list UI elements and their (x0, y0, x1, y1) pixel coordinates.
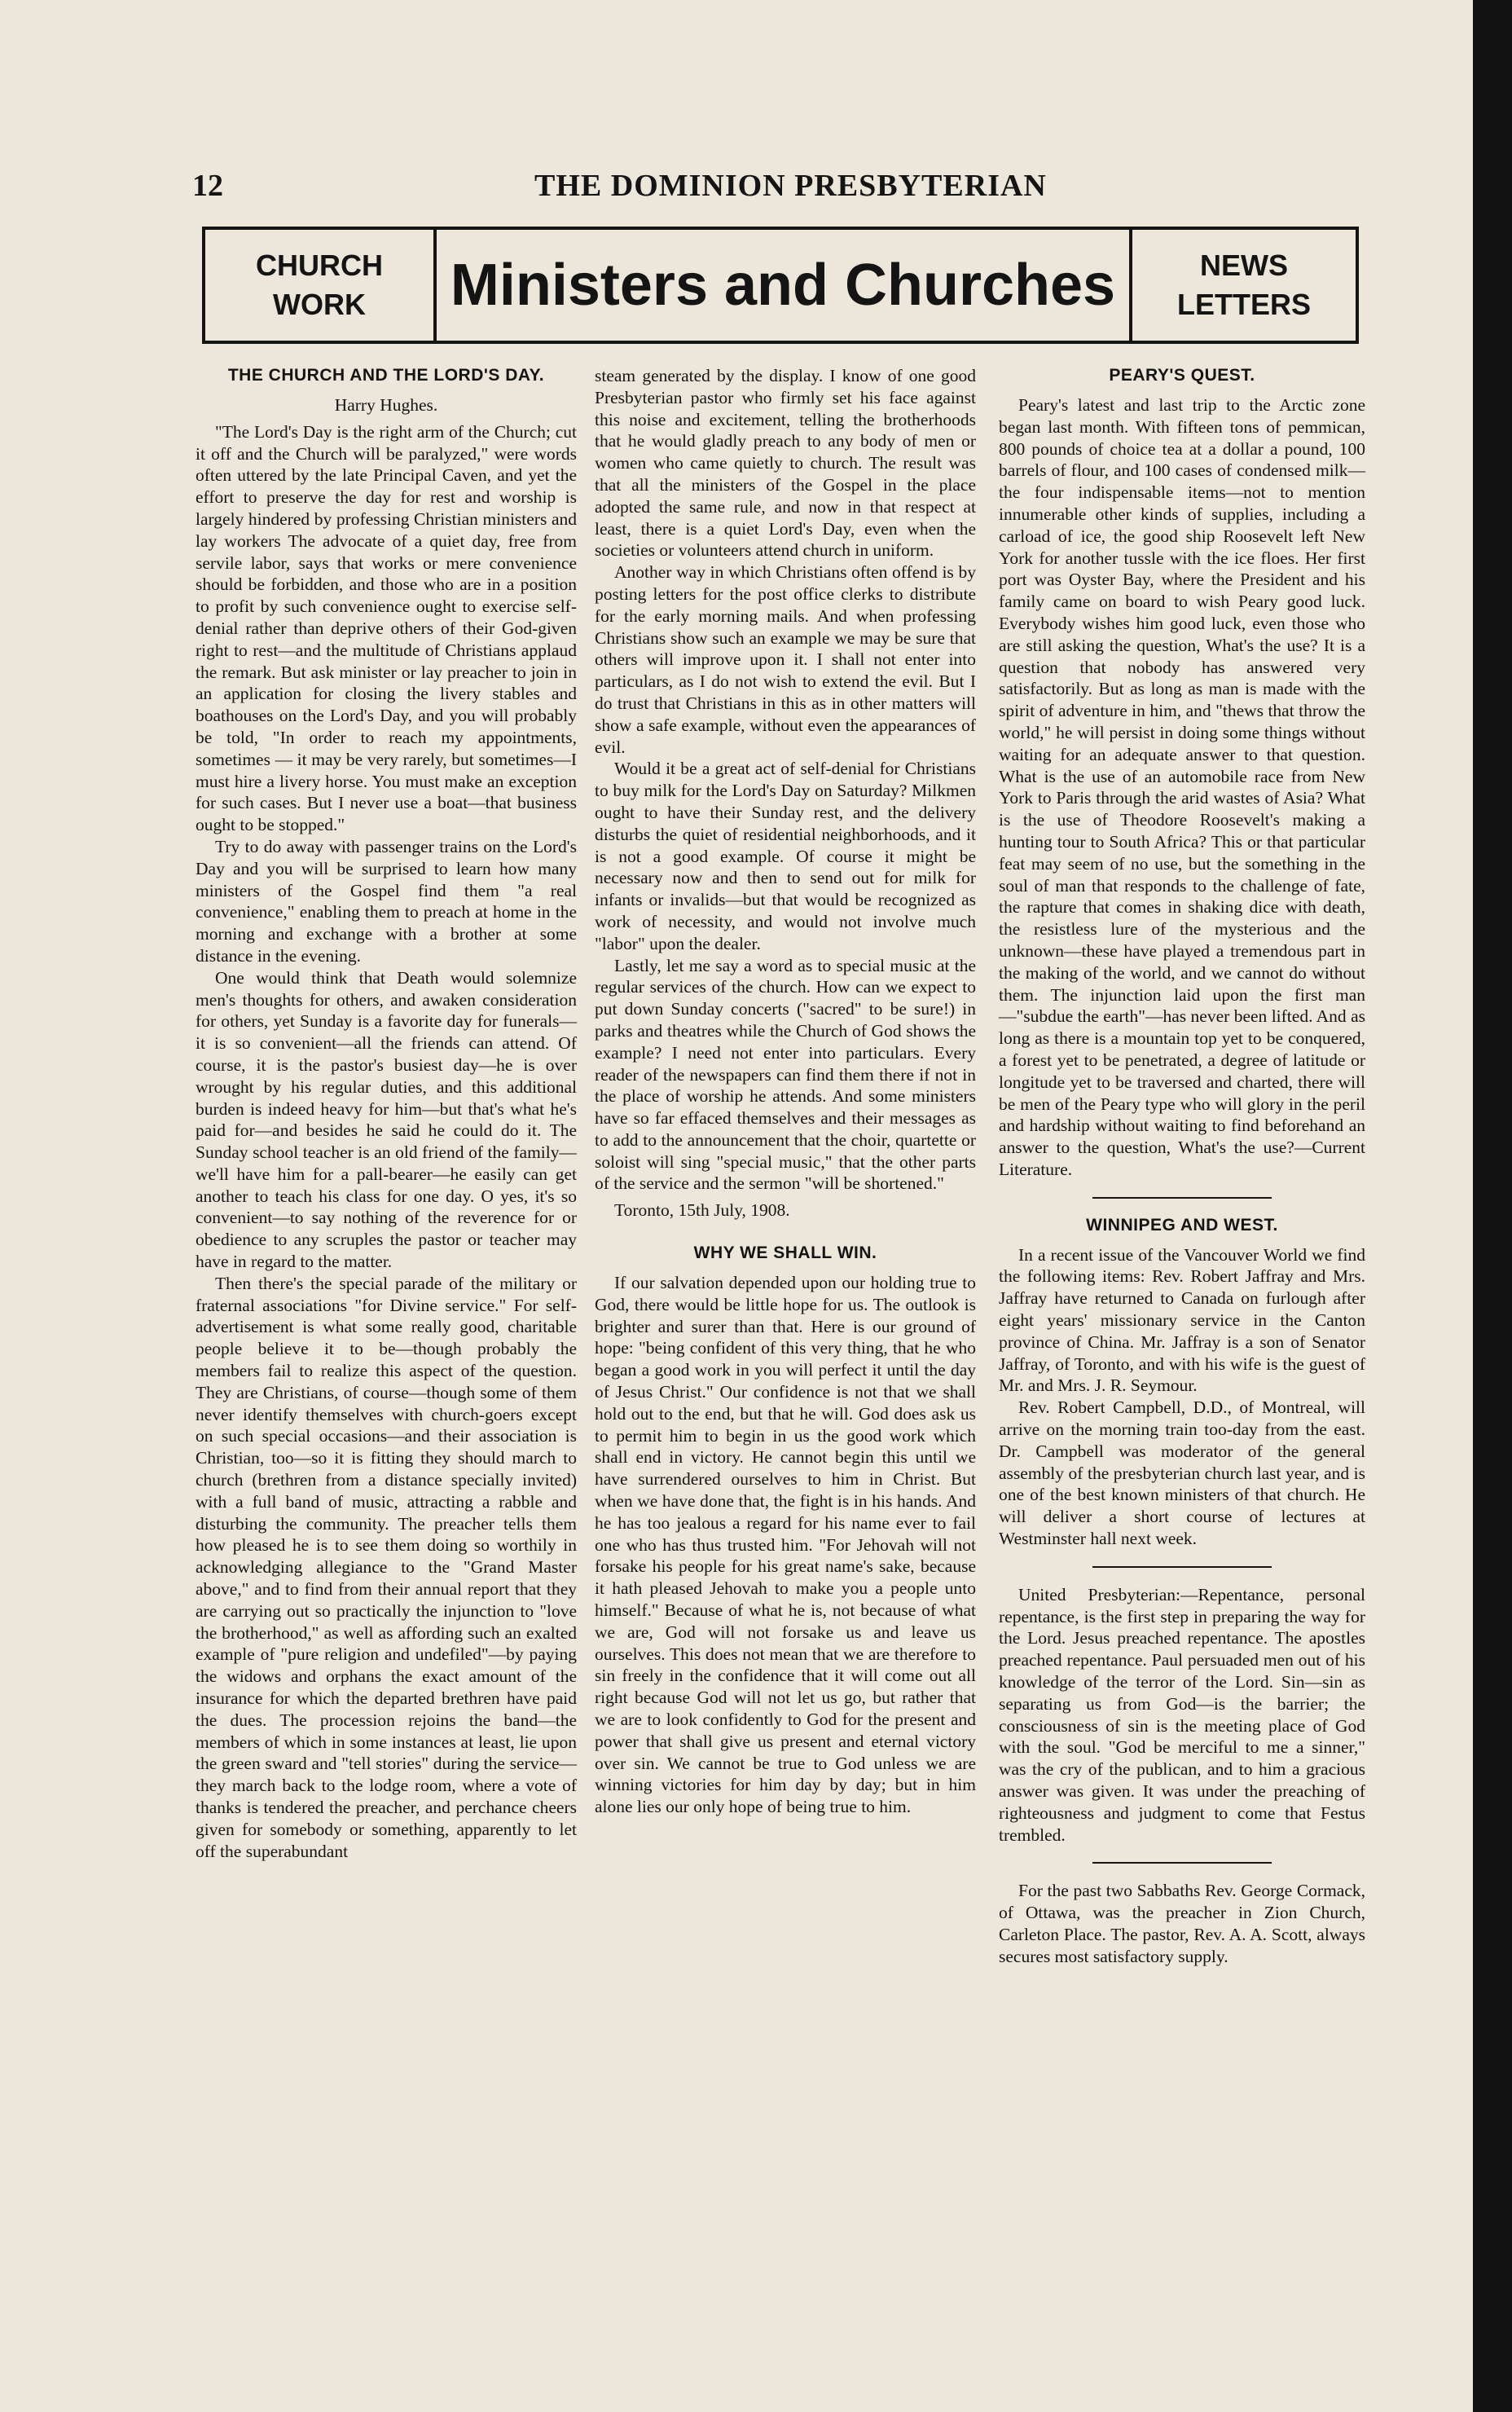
banner-left-box (205, 230, 437, 341)
article-paragraph: United Presbyterian:—Repentance, personal repentance, is the first step in preparing the way for the Lord. Jesus preached repentance. The apostles preached repentance. Paul persuaded men out of his knowledge of the terror of the Lord. Sin—sin as separating us from God—is the barrier; the consciousness of sin is the meeting place of God with the soul. "God be merciful to me a sinner," was the cry of the publican, and to him a gracious answer was given. It was under the preaching of righteousness and judgment to come that Festus trembled. (999, 1584, 1365, 1845)
article-paragraph: Try to do away with passenger trains on the Lord's Day and you will be surprised to learn how many ministers of the Gospel find them "a real convenience," enabling them to preach at home in the morning and exchange with a brother at some distance in the evening. (196, 836, 577, 966)
column-3 (999, 365, 1365, 1968)
article-paragraph: "The Lord's Day is the right arm of the Church; cut it off and the Church will be paralyzed," were words often uttered by the late Principal Caven, and yet the effort to preserve the day for rest and worship is largely hindered by professing Christian ministers and lay workers The advocate of a quiet day, free from servile labor, says that works or mere convenience should be forbidden, and those who are in a position to profit by such convenience ought to exercise self-denial rather than deprive others of their God-given right to rest—and the multitude of Christians applaud the remark. But ask minister or lay preacher to join in an application for closing the livery stables and boathouses on the Lord's Day, and you will probably be told, "In order to reach my appointments, sometimes — it may be very rarely, but sometimes—I must hire a livery horse. You must make an exception for such cases. But I never use a boat—that business ought to be stopped." (196, 421, 577, 835)
article-paragraph: One would think that Death would solemnize men's thoughts for others, and awaken consideration for others, yet Sunday is a favorite day for funerals—it is so convenient—all the friends can attend. Of course, it is the pastor's busiest day—he is over wrought by his regular duties, and this additional burden is indeed heavy for him—but that's what he's paid for—and besides he said he could do it. The Sunday school teacher is an old friend of the family—we'll have him for a pall-bearer—he easily can get another to teach his class for one day. O yes, it's so convenient—to say nothing of the reverence for or obedience to any scruples the pastor or teacher may have in regard to the matter. (196, 967, 577, 1272)
banner-right-line1: NEWS (1200, 249, 1288, 282)
section-divider (1092, 1197, 1272, 1199)
article-paragraph: If our salvation depended upon our holding true to God, there would be little hope for us. The outlook is brighter and surer than that. Here is our ground of hope: "being confident of this very thing, that he who began a good work in you will perfect it until the day of Jesus Christ." Our confidence is not that we shall hold out to the end, but that he will. God does ask us to permit him to begin in us the good work which shall end in victory. He cannot begin this until we have surrendered ourselves to him in Christ. But when we have done that, the fight is in his hands. And he has too jealous a regard for his name ever to fail one who has thus trusted him. "For Jehovah will not forsake his people for his great name's sake, because it hath pleased Jehovah to make you a people unto himself." Because of what he is, not because of what we are, God will not forsake us and leave us ourselves. This does not mean that we are therefore to sin freely in the confidence that it will come out all right because God will not let us go, but rather that we are to look confidently to God for the present and power that shall give us present and eternal victory over sin. We cannot be true to God unless we are winning victories for him day by day; but in him alone lies our only hope of being true to him. (595, 1273, 976, 1817)
article-paragraph: Then there's the special parade of the military or fraternal associations "for Divine service." For self-advertisement is what some really good, charitable people believe it to be—though probably the members fail to realize this aspect of the question. They are Christians, of course—though some of them never identify themselves with church-goers except on such special occasions—and their association is Christian, too—so it is fitting they should march to church (brethren from a distance specially invited) with a full band of music, attracting a rabble and disturbing the community. The preacher tells them how pleased he is to see them doing so worthily in acknowledging allegiance to the "Grand Master above," and to find from their annual report that they are carrying out so practically the injunction to "love the brotherhood," as well as affording such an exalted example of "pure religion and undefiled"—by paying the widows and orphans the exact amount of the insurance for which the departed brethren have paid the dues. The procession rejoins the band—the members of which in some instances at least, lie upon the green sward and "tell stories" during the service—they march back to the lodge room, where a vote of thanks is tendered the preacher, and perchance cheers given for somebody or something, apparently to let off the superabundant (196, 1273, 577, 1861)
article-dateline: Toronto, 15th July, 1908. (614, 1200, 790, 1221)
article-paragraph: Would it be a great act of self-denial for Christians to buy milk for the Lord's Day on Saturday? Milkmen ought to have their Sunday rest, and the delivery disturbs the quiet of residential neighborhoods, and it is not a good example. Of course it might be necessary now and then to send out for milk for infants or invalids—but that would be recognized as work of necessity, and would not involve much "labor" upon the dealer. (595, 759, 976, 953)
scan-edge (1473, 0, 1512, 2412)
article-byline: Harry Hughes. (334, 395, 438, 415)
article-paragraph: Another way in which Christians often offend is by posting letters for the post office clerks to distribute for the early morning mails. And when professing Christians show such an example we may be sure that others will improve upon it. I shall not enter into particulars, as I do not wish to extend the evil. But I do trust that Christians in this as in other matters will show a safe example, without even the appearances of evil. (595, 562, 976, 757)
banner-right-box (1129, 230, 1356, 341)
column-1 (196, 365, 577, 1862)
banner-right-line2: LETTERS (1176, 288, 1311, 321)
journal-title: THE DOMINION PRESBYTERIAN (534, 169, 1047, 203)
running-head (192, 168, 1365, 217)
article-heading-lords-day: THE CHURCH AND THE LORD'S DAY. (227, 366, 545, 385)
page-number: 12 (192, 169, 223, 203)
article-heading-winnipeg-west: WINNIPEG AND WEST. (1086, 1215, 1278, 1235)
banner-left-line1: CHURCH (256, 249, 383, 282)
banner-title-box (437, 230, 1129, 341)
article-paragraph: Peary's latest and last trip to the Arctic zone began last month. With fifteen tons of pemmican, 800 pounds of choice tea at a dollar a pound, 100 barrels of flour, and 100 cases of condensed milk—the four indispensable items—not to mention innumerable other kinds of supplies, including a carload of ice, the good ship Roosevelt left New York for another tussle with the ice floes. Her first port was Oyster Bay, where the President and his family came on board to wish Peary good luck. Everybody wishes him good luck, even those who are still asking the question, What's the use? It is a question that nobody has answered very satisfactorily. But as long as man is made with the spirit of adventure in him, and "thews that throw the world," he will persist in doing some things without waiting for an adequate answer to that question. What is the use of an automobile race from New York to Paris through the arid wastes of Asia? What is the use of Theodore Roosevelt's making a hunting tour to South Africa? This or that particular feat may seem of no use, but the something in the soul of man that responds to the challenge of fate, the rapture that comes in shaking dice with death, the resistless lure of the mysterious and the unknown—these have played a tremendous part in the making of the world, and we cannot do without them. The injunction laid upon the first man—"subdue the earth"—has never been lifted. And as long as there is a mountain top yet to be conquered, a forest yet to be penetrated, a degree of latitude or longitude yet to be traversed and charted, there will be men of the Peary type who will glory in the peril and hardship without waiting to find beforehand an answer to the question, What's the use?—Current Literature. (999, 395, 1365, 1179)
section-divider (1092, 1862, 1272, 1864)
article-paragraph-continued: steam generated by the display. I know of one good Presbyterian pastor who firmly set his face against this noise and excitement, telling the brotherhoods that he would gladly preach to any body of men or women who came quietly to church. The result was that all the ministers of the Gospel in the place adopted the same rule, and now in that respect at least, there is a quiet Lord's Day, even when the societies or volunteers attend church in uniform. (595, 366, 976, 561)
section-banner (202, 227, 1359, 344)
article-paragraph: Rev. Robert Campbell, D.D., of Montreal, will arrive on the morning train too-day from the east. Dr. Campbell was moderator of the general assembly of the presbyterian church last year, and is one of the best known ministers of that church. He will deliver a short course of lectures at Westminster hall next week. (999, 1397, 1365, 1549)
section-divider (1092, 1566, 1272, 1568)
section-title: Ministers and Churches (450, 253, 1116, 318)
banner-left-line2: WORK (273, 288, 366, 321)
column-2 (595, 365, 976, 1818)
article-paragraph: For the past two Sabbaths Rev. George Cormack, of Ottawa, was the preacher in Zion Church, Carleton Place. The pastor, Rev. A. A. Scott, always secures most satisfactory supply. (999, 1881, 1365, 1966)
article-heading-why-we-win: WHY WE SHALL WIN. (693, 1243, 877, 1263)
article-paragraph: Lastly, let me say a word as to special music at the regular services of the church. How can we expect to put down Sunday concerts ("sacred" to be sure!) in parks and theatres while the Church of God shows the example? I need not enter into particulars. Every reader of the newspapers can find them there if not in the place of worship he attends. And some ministers have so far effaced themselves and their messages as to add to the announcement that the choir, quartette or soloist will sing "special music," that the other parts of the service and the sermon "will be shortened." (595, 955, 976, 1194)
article-heading-pearys-quest: PEARY'S QUEST. (1109, 366, 1255, 385)
article-paragraph: In a recent issue of the Vancouver World we find the following items: Rev. Robert Jaffray and Mrs. Jaffray have returned to Canada on furlough after eight years' missionary service in the Canton province of China. Mr. Jaffray is a son of Senator Jaffray, of Toronto, and with his wife is the guest of Mr. and Mrs. J. R. Seymour. (999, 1244, 1365, 1396)
